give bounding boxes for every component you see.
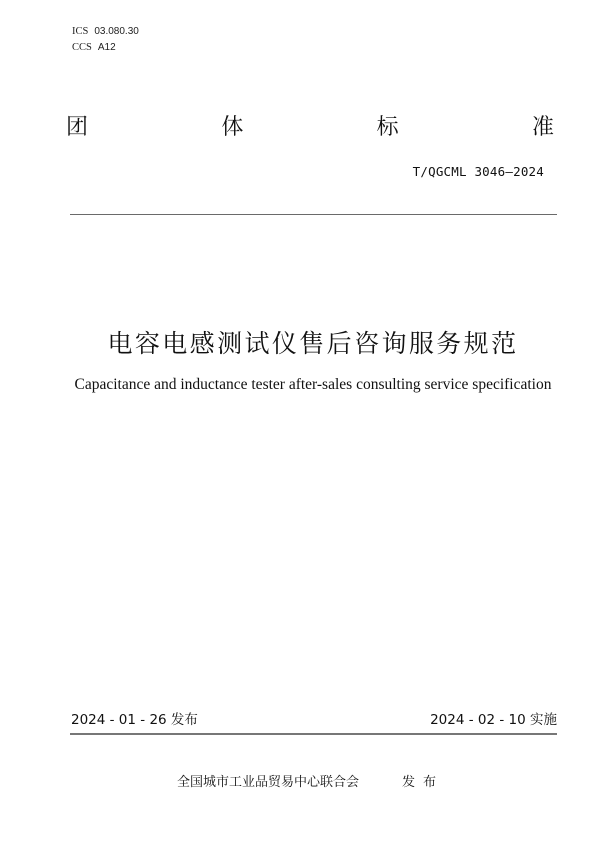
implementation-date: 2024 - 02 - 10 实施	[430, 712, 557, 728]
standard-type-heading	[66, 113, 554, 143]
document-title-chinese: 电容电感测试仪售后咨询服务规范	[107, 329, 519, 358]
standard-type-char-4: 准	[531, 115, 554, 140]
ics-row	[72, 24, 139, 40]
ics-value: 03.080.30	[94, 26, 139, 37]
ccs-value: A12	[97, 42, 116, 53]
standard-type-char-3: 标	[376, 115, 399, 140]
publisher-organization: 全国城市工业品贸易中心联合会	[177, 775, 360, 790]
classification-block	[72, 24, 139, 56]
ccs-label: CCS	[72, 42, 92, 53]
standard-type-char-2: 体	[221, 115, 244, 140]
issue-date: 2024 - 01 - 26 发布	[71, 712, 198, 728]
standard-code: T/QGCML 3046—2024	[412, 164, 544, 179]
ics-label: ICS	[72, 26, 89, 37]
ccs-row	[72, 40, 139, 56]
standard-type-char-1: 团	[66, 115, 89, 140]
bottom-divider	[70, 733, 557, 735]
publisher-action: 发布	[402, 775, 445, 790]
document-title-english: Capacitance and inductance tester after-sales consulting service specification	[74, 376, 552, 393]
top-divider	[70, 214, 557, 215]
